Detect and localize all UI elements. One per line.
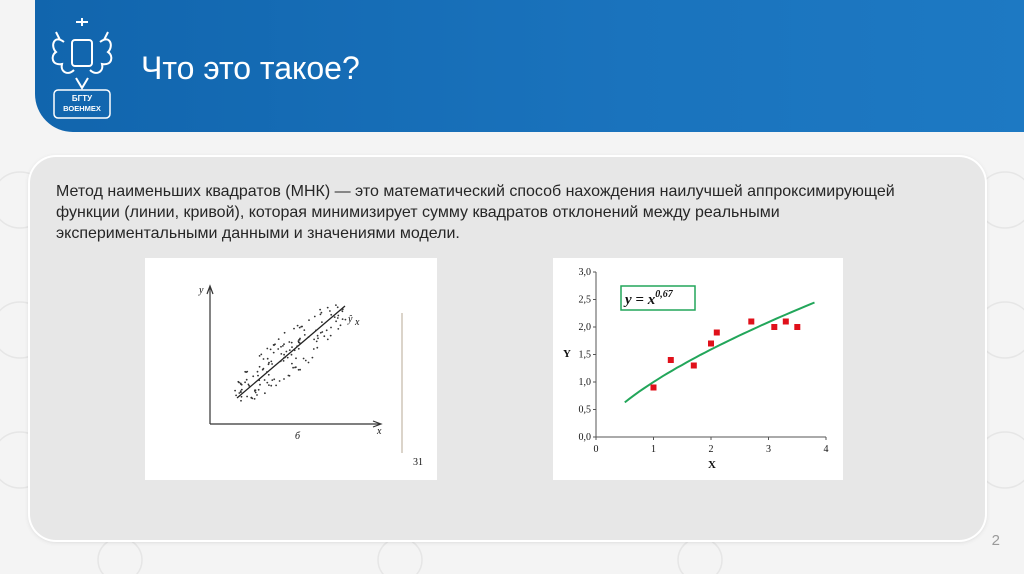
scatter-dot: [335, 320, 337, 322]
scatter-dot: [270, 385, 272, 387]
scatter-dot: [342, 318, 344, 320]
scatter-dot: [312, 357, 314, 359]
data-point: [668, 357, 674, 363]
scatter-dot: [252, 375, 254, 377]
scatter-dot: [308, 319, 310, 321]
scatter-dot: [244, 381, 246, 383]
scatter-dot: [287, 357, 289, 359]
data-point: [748, 319, 754, 325]
scatter-dot: [268, 363, 270, 365]
scatter-dot: [303, 358, 305, 360]
scatter-dot: [345, 319, 347, 321]
scatter-dot: [308, 336, 310, 338]
x-tick-label: 0: [593, 444, 599, 455]
scatter-dot: [241, 389, 243, 391]
scatter-dot: [317, 337, 319, 339]
scatter-dot: [259, 355, 261, 357]
y-tick-label: 2,5: [578, 294, 591, 306]
double-headed-eagle-icon: [53, 18, 112, 88]
scatter-dot: [292, 367, 294, 369]
scatter-dot: [266, 371, 268, 373]
scatter-dot: [277, 348, 279, 350]
regression-illustration-svg: [145, 258, 437, 480]
regression-line-label-sub: x: [355, 317, 360, 328]
scatter-dot: [235, 395, 237, 397]
data-point: [771, 324, 777, 330]
data-point: [651, 385, 657, 391]
scatter-dot: [271, 363, 273, 365]
scatter-dot: [255, 392, 257, 394]
scatter-dot: [275, 385, 277, 387]
scatter-dot: [301, 326, 303, 328]
scatter-dot: [299, 327, 301, 329]
scatter-dot: [337, 315, 339, 317]
x-tick-label: 1: [651, 444, 656, 455]
scatter-dot: [264, 392, 266, 394]
x-axis-letter: x: [377, 426, 382, 437]
scatter-dot: [268, 362, 270, 364]
description-text: Метод наименьших квадратов (МНК) — это математический способ нахождения наилучшей аппроксимирующей функции (линии, кривой), которая минимизирует сумму квадратов отклонений между реальными экспериментальными данными и значениями модели.: [56, 183, 895, 242]
x-tick-label: 4: [823, 444, 829, 455]
scatter-dot: [248, 384, 250, 386]
regression-line-label: ŷ: [348, 314, 353, 325]
scatter-dot: [259, 366, 261, 368]
scatter-dot: [280, 360, 282, 362]
scatter-dot: [340, 309, 342, 311]
y-axis-title: Y: [563, 348, 571, 360]
scatter-dot: [299, 338, 301, 340]
scatter-dot: [296, 345, 298, 347]
scatter-dot: [283, 378, 285, 380]
scatter-dot: [330, 335, 332, 337]
equation-text: $y = x^{0,67}$: [625, 289, 673, 308]
scatter-dot: [291, 354, 293, 356]
scatter-dot: [321, 321, 323, 323]
scatter-dot: [342, 308, 344, 310]
scatter-dot: [283, 343, 285, 345]
scatter-dot: [329, 310, 331, 312]
data-point: [783, 319, 789, 325]
figure-caption: б: [295, 431, 301, 442]
scatter-dot: [273, 352, 275, 354]
scatter-dot: [257, 375, 259, 377]
scatter-dot: [244, 371, 246, 373]
scatter-dot: [264, 379, 266, 381]
y-tick-label: 0,5: [578, 404, 591, 416]
scatter-dot: [308, 362, 310, 364]
scatter-dot: [295, 357, 297, 359]
scatter-dot: [238, 392, 240, 394]
scatter-dot: [305, 360, 307, 362]
scatter-dot: [259, 384, 261, 386]
scatter-dot: [298, 348, 300, 350]
scatter-dot: [319, 309, 321, 311]
y-tick-label: 3,0: [578, 267, 591, 278]
scatter-dot: [256, 394, 258, 396]
scatter-dot: [241, 396, 243, 398]
scatter-dot: [320, 332, 322, 334]
scatter-dot: [293, 328, 295, 330]
scatter-dot: [330, 327, 332, 329]
scatter-dot: [257, 371, 259, 373]
university-logo: [46, 12, 118, 120]
x-tick-label: 3: [766, 444, 771, 455]
logo-text-bottom: ВОЕНМЕХ: [63, 104, 101, 113]
scatter-dot: [283, 354, 285, 356]
scatter-dot: [335, 304, 337, 306]
x-axis-title: X: [708, 459, 716, 471]
power-fit-chart: [553, 258, 843, 480]
scatter-dot: [268, 374, 270, 376]
scatter-dot: [286, 351, 288, 353]
scatter-dot: [288, 341, 290, 343]
scatter-dot: [273, 378, 275, 380]
scatter-dot: [283, 360, 285, 362]
scatter-dot: [337, 306, 339, 308]
y-tick-label: 1,5: [578, 349, 591, 361]
scatter-dot: [340, 324, 342, 326]
logo-text-top: БГТУ: [71, 94, 93, 103]
scatter-dot: [327, 339, 329, 341]
page-number: 2: [991, 532, 1000, 549]
scatter-dot: [303, 329, 305, 331]
scatter-dot: [238, 382, 240, 384]
scatter-dot: [268, 384, 270, 386]
scatter-dot: [250, 397, 252, 399]
x-tick-label: 2: [708, 444, 714, 455]
scatter-dot: [280, 346, 282, 348]
scatter-dot: [342, 310, 344, 312]
power-fit-chart-svg: [553, 258, 843, 480]
y-tick-label: 2,0: [578, 322, 591, 333]
scatter-dot: [279, 380, 281, 382]
scatter-dot: [246, 396, 248, 398]
scatter-dot: [299, 369, 301, 371]
scatter-dot: [240, 400, 242, 402]
scatter-dot: [330, 314, 332, 316]
scatter-dot: [258, 379, 260, 381]
scatter-dot: [266, 382, 268, 384]
scatter-dot: [291, 363, 293, 365]
scatter-dot: [316, 341, 318, 343]
scatter-dot: [326, 329, 328, 331]
scatter-dot: [337, 317, 339, 319]
scatter-dot: [313, 339, 315, 341]
scatter-dot: [263, 368, 265, 370]
scatter-dot: [283, 357, 285, 359]
regression-line: [237, 306, 345, 398]
scatter-dot: [321, 312, 323, 314]
scatter-dot: [317, 335, 319, 337]
scatter-dot: [270, 361, 272, 363]
scatter-dot: [266, 348, 268, 350]
y-axis-letter: y: [199, 285, 204, 296]
scatter-dot: [246, 379, 248, 381]
y-tick-label: 0,0: [578, 432, 591, 443]
scatter-dot: [273, 344, 275, 346]
scatter-dot: [240, 390, 242, 392]
scatter-dot: [294, 349, 296, 351]
scatter-dot: [254, 398, 256, 400]
scatter-dot: [314, 316, 316, 318]
scatter-dot: [278, 338, 280, 340]
scatter-dot: [289, 349, 291, 351]
scatter-dot: [304, 334, 306, 336]
scatter-dot: [271, 379, 273, 381]
scatter-dot: [280, 353, 282, 355]
scatter-dot: [258, 389, 260, 391]
scatter-dot: [254, 389, 256, 391]
scatter-dot: [313, 348, 315, 350]
page-title: Что это такое?: [141, 50, 360, 86]
scatter-dot: [316, 347, 318, 349]
data-point: [714, 330, 720, 336]
scatter-dot: [270, 349, 272, 351]
scatter-dot: [263, 358, 265, 360]
data-point: [794, 324, 800, 330]
scatter-dot: [282, 345, 284, 347]
scatter-dot: [334, 316, 336, 318]
data-point: [691, 363, 697, 369]
scatter-dot: [320, 314, 322, 316]
scatter-dot: [291, 342, 293, 344]
scatter-dot: [234, 390, 236, 392]
page-mark: 31: [413, 457, 423, 468]
regression-illustration: [145, 258, 437, 480]
scatter-dot: [323, 335, 325, 337]
scatter-dot: [288, 375, 290, 377]
scatter-dot: [260, 354, 262, 356]
scatter-dot: [240, 383, 242, 385]
scatter-dot: [297, 325, 299, 327]
scatter-dot: [315, 330, 317, 332]
scatter-dot: [294, 367, 296, 369]
y-tick-label: 1,0: [578, 377, 591, 388]
data-point: [708, 341, 714, 347]
scatter-dot: [327, 307, 329, 309]
scatter-dot: [267, 358, 269, 360]
scatter-dot: [284, 332, 286, 334]
scatter-dot: [299, 342, 301, 344]
scatter-dot: [337, 328, 339, 330]
scatter-dot: [291, 346, 293, 348]
